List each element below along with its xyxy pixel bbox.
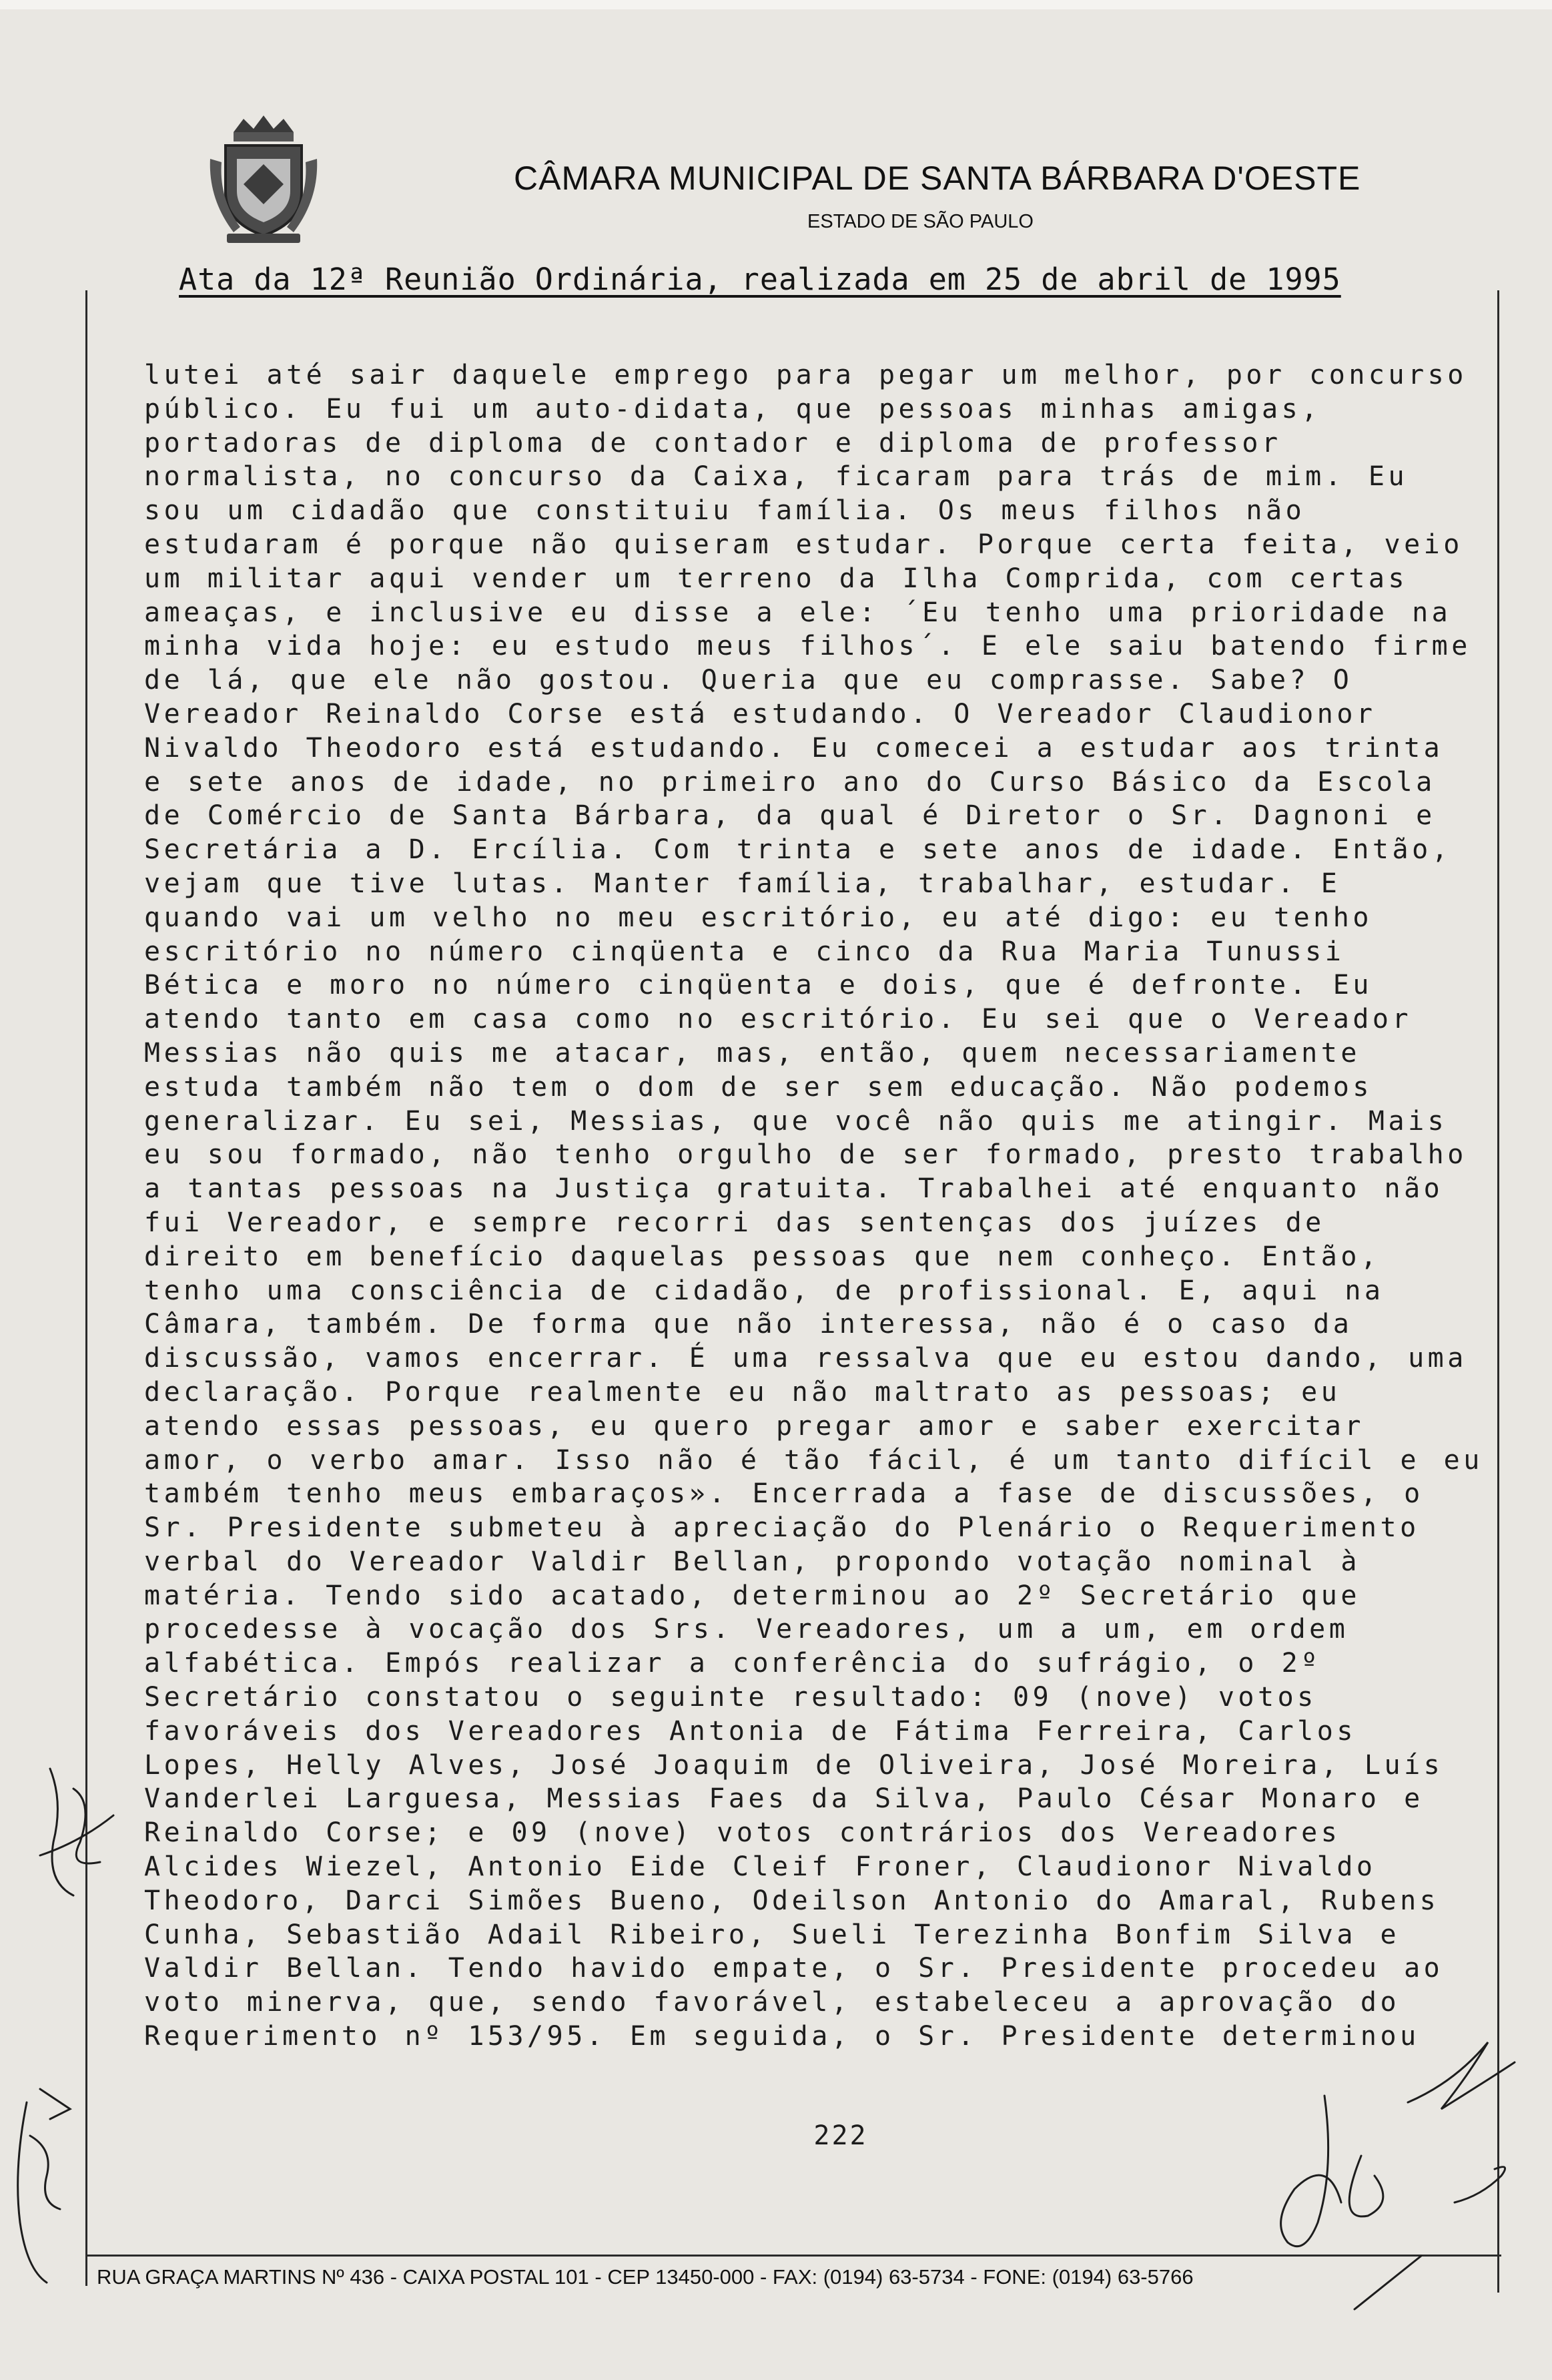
institution-state: ESTADO DE SÃO PAULO xyxy=(807,211,1034,232)
body-line: sou um cidadão que constituiu família. Os meus filhos não xyxy=(144,495,1306,527)
body-line: também tenho meus embaraços». Encerrada a fase de discussões, o xyxy=(144,1478,1424,1510)
body-line: Requerimento nº 153/95. Em seguida, o Sr. Presidente determinou xyxy=(144,2021,1420,2052)
body-line: e sete anos de idade, no primeiro ano do Curso Básico da Escola xyxy=(144,766,1436,798)
body-line: Secretário constatou o seguinte resultado: 09 (nove) votos xyxy=(144,1682,1317,1713)
body-line: Câmara, também. De forma que não interessa, não é o caso da xyxy=(144,1309,1353,1340)
body-line: atendo essas pessoas, eu quero pregar amor e saber exercitar xyxy=(144,1410,1365,1442)
page-number: 222 xyxy=(813,2120,868,2151)
signature-left-vertical xyxy=(18,2089,70,2283)
right-margin-rule xyxy=(1497,290,1499,2293)
body-line: de Comércio de Santa Bárbara, da qual é Diretor o Sr. Dagnoni e xyxy=(144,800,1436,832)
body-line: Bética e moro no número cinqüenta e dois, que é defronte. Eu xyxy=(144,970,1373,1001)
body-line: generalizar. Eu sei, Messias, que você não quis me atingir. Mais xyxy=(144,1105,1448,1137)
body-line: vejam que tive lutas. Manter família, trabalhar, estudar. E xyxy=(144,868,1341,899)
body-line: direito em benefício daquelas pessoas que nem conheço. Então, xyxy=(144,1241,1381,1272)
body-line: Secretária a D. Ercília. Com trinta e sete anos de idade. Então, xyxy=(144,834,1452,866)
body-line: Alcides Wiezel, Antonio Eide Cleif Froner, Claudionor Nivaldo xyxy=(144,1851,1377,1883)
body-line: Valdir Bellan. Tendo havido empate, o Sr. Presidente procedeu ao xyxy=(144,1953,1444,1984)
body-line: Sr. Presidente submeteu à apreciação do Plenário o Requerimento xyxy=(144,1512,1420,1544)
left-margin-rule xyxy=(85,290,87,2286)
institution-name: CÂMARA MUNICIPAL DE SANTA BÁRBARA D'OESTE xyxy=(514,160,1361,197)
body-line: público. Eu fui um auto-didata, que pessoas minhas amigas, xyxy=(144,393,1321,424)
body-line: minha vida hoje: eu estudo meus filhos´. E ele saiu batendo firme xyxy=(144,631,1471,662)
footer-rule xyxy=(85,2255,1501,2257)
body-line: portadoras de diploma de contador e diploma de professor xyxy=(144,427,1282,459)
body-line: Theodoro, Darci Simões Bueno, Odeilson Antonio do Amaral, Rubens xyxy=(144,1885,1440,1916)
body-line: estudaram é porque não quiseram estudar. Porque certa feita, veio xyxy=(144,529,1463,560)
body-line: ameaças, e inclusive eu disse a ele: ´Eu tenho uma prioridade na xyxy=(144,597,1452,628)
body-line: declaração. Porque realmente eu não maltrato as pessoas; eu xyxy=(144,1376,1341,1408)
footer-address: RUA GRAÇA MARTINS Nº 436 - CAIXA POSTAL 101 - CEP 13450-000 - FAX: (0194) 63-5734 - FONE: (0194) 63-5766 xyxy=(97,2265,1194,2289)
body-line: Nivaldo Theodoro está estudando. Eu comecei a estudar aos trinta xyxy=(144,732,1444,764)
body-line: verbal do Vereador Valdir Bellan, propondo votação nominal à xyxy=(144,1546,1361,1577)
signature-left-initials xyxy=(40,1769,113,1895)
body-line: Reinaldo Corse; e 09 (nove) votos contrários dos Vereadores xyxy=(144,1817,1341,1849)
body-line: normalista, no concurso da Caixa, ficaram para trás de mim. Eu xyxy=(144,461,1409,493)
body-line: Messias não quis me atacar, mas, então, quem necessariamente xyxy=(144,1037,1361,1069)
body-line: eu sou formado, não tenho orgulho de ser formado, presto trabalho xyxy=(144,1139,1467,1171)
body-line: Vereador Reinaldo Corse está estudando. O Vereador Claudionor xyxy=(144,698,1377,729)
body-line: favoráveis dos Vereadores Antonia de Fátima Ferreira, Carlos xyxy=(144,1715,1356,1747)
body-line: Cunha, Sebastião Adail Ribeiro, Sueli Terezinha Bonfim Silva e xyxy=(144,1919,1401,1950)
body-line: tenho uma consciência de cidadão, de profissional. E, aqui na xyxy=(144,1275,1385,1306)
body-line: atendo tanto em casa como no escritório. Eu sei que o Vereador xyxy=(144,1004,1413,1035)
body-line: fui Vereador, e sempre recorri das sentenças dos juízes de xyxy=(144,1207,1325,1238)
municipal-coat-of-arms-icon xyxy=(207,112,320,246)
body-line: voto minerva, que, sendo favorável, estabeleceu a aprovação do xyxy=(144,1987,1401,2018)
minutes-body xyxy=(144,358,1483,2054)
body-line: um militar aqui vender um terreno da Ilha Comprida, com certas xyxy=(144,563,1409,594)
body-line: escritório no número cinqüenta e cinco da Rua Maria Tunussi xyxy=(144,936,1345,967)
body-line: Vanderlei Larguesa, Messias Faes da Silva, Paulo César Monaro e xyxy=(144,1783,1424,1815)
body-line: quando vai um velho no meu escritório, eu até digo: eu tenho xyxy=(144,902,1373,933)
body-line: lutei até sair daquele emprego para pegar um melhor, por concurso xyxy=(144,360,1467,390)
minutes-title: Ata da 12ª Reunião Ordinária, realizada em 25 de abril de 1995 xyxy=(179,262,1341,297)
page-edge xyxy=(0,0,1552,9)
body-line: alfabética. Empós realizar a conferência do sufrágio, o 2º xyxy=(144,1648,1321,1679)
body-line: procedesse à vocação dos Srs. Vereadores, um a um, em ordem xyxy=(144,1614,1349,1645)
body-line: matéria. Tendo sido acatado, determinou ao 2º Secretário que xyxy=(144,1580,1361,1611)
body-line: a tantas pessoas na Justiça gratuita. Trabalhei até enquanto não xyxy=(144,1173,1444,1205)
body-line: Lopes, Helly Alves, José Joaquim de Oliveira, José Moreira, Luís xyxy=(144,1749,1444,1781)
body-line: estuda também não tem o dom de ser sem educação. Não podemos xyxy=(144,1071,1373,1103)
body-line: de lá, que ele não gostou. Queria que eu comprasse. Sabe? O xyxy=(144,665,1353,696)
body-line: discussão, vamos encerrar. É uma ressalva que eu estou dando, uma xyxy=(144,1343,1467,1374)
body-line: amor, o verbo amar. Isso não é tão fácil, é um tanto difícil e eu xyxy=(144,1444,1483,1476)
